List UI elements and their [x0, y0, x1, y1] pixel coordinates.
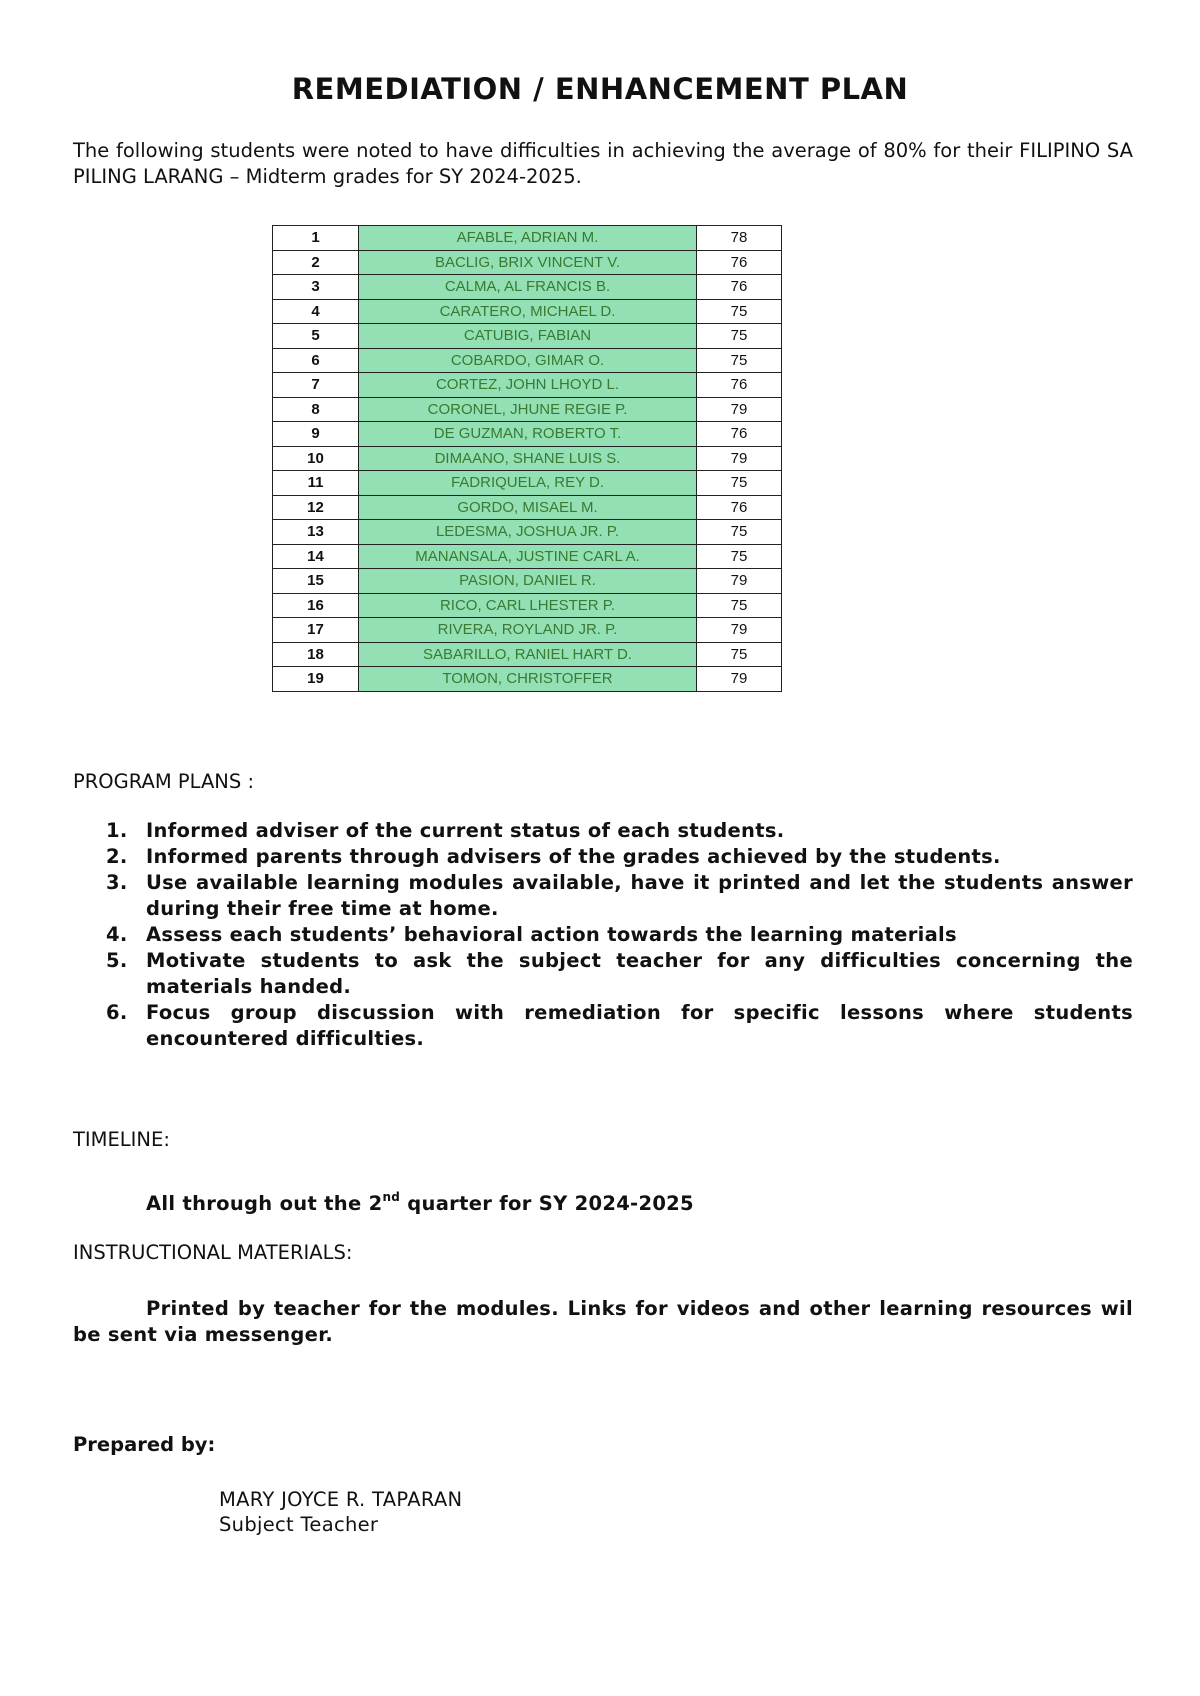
instructional-materials-text: Printed by teacher for the modules. Links for videos and other learning resources wil be sent via messenger. — [73, 1297, 1133, 1346]
student-number: 16 — [273, 593, 359, 618]
timeline-superscript: nd — [382, 1190, 401, 1204]
table-row — [273, 275, 782, 300]
prepared-by-label: Prepared by: — [73, 1433, 216, 1456]
list-item-number: 4. — [106, 923, 128, 946]
student-name: GORDO, MISAEL M. — [359, 495, 697, 520]
student-name: CORONEL, JHUNE REGIE P. — [359, 397, 697, 422]
student-number: 12 — [273, 495, 359, 520]
student-grade: 75 — [697, 642, 782, 667]
student-grade: 75 — [697, 324, 782, 349]
table-row — [273, 422, 782, 447]
instructional-materials-heading: INSTRUCTIONAL MATERIALS: — [73, 1241, 353, 1264]
student-number: 1 — [273, 226, 359, 251]
student-name: AFABLE, ADRIAN M. — [359, 226, 697, 251]
student-grades-table — [272, 225, 782, 692]
table-row — [273, 495, 782, 520]
student-name: FADRIQUELA, REY D. — [359, 471, 697, 496]
list-item — [106, 818, 1133, 844]
page-title: REMEDIATION / ENHANCEMENT PLAN — [291, 72, 909, 106]
student-grade: 79 — [697, 667, 782, 692]
table-row — [273, 324, 782, 349]
student-grade: 76 — [697, 250, 782, 275]
student-number: 15 — [273, 569, 359, 594]
table-row — [273, 593, 782, 618]
student-number: 11 — [273, 471, 359, 496]
list-item — [106, 922, 1133, 948]
list-item-text: Motivate students to ask the subject teacher for any difficulties concerning the materials handed. — [146, 949, 1133, 998]
student-grade: 76 — [697, 422, 782, 447]
student-name: PASION, DANIEL R. — [359, 569, 697, 594]
intro-paragraph: The following students were noted to have difficulties in achieving the average of 80% for their FILIPINO SA PILING LARANG – Midterm grades for SY 2024-2025. — [73, 139, 1133, 188]
student-grade: 79 — [697, 446, 782, 471]
table-row — [273, 397, 782, 422]
program-plans-list — [106, 818, 1133, 1052]
table-row — [273, 618, 782, 643]
student-name: CATUBIG, FABIAN — [359, 324, 697, 349]
list-item-number: 2. — [106, 845, 128, 868]
student-number: 18 — [273, 642, 359, 667]
student-name: TOMON, CHRISTOFFER — [359, 667, 697, 692]
timeline-heading: TIMELINE: — [73, 1128, 170, 1151]
list-item-number: 6. — [106, 1001, 128, 1024]
student-number: 6 — [273, 348, 359, 373]
student-number: 7 — [273, 373, 359, 398]
student-number: 3 — [273, 275, 359, 300]
student-name: RIVERA, ROYLAND JR. P. — [359, 618, 697, 643]
list-item-text: Use available learning modules available, have it printed and let the students answer during their free time at home. — [146, 871, 1133, 920]
table-row — [273, 544, 782, 569]
student-number: 5 — [273, 324, 359, 349]
student-grade: 79 — [697, 397, 782, 422]
list-item-text: Focus group discussion with remediation for specific lessons where students encountered difficulties. — [146, 1001, 1133, 1050]
list-item — [106, 870, 1133, 922]
table-row — [273, 348, 782, 373]
list-item-number: 5. — [106, 949, 128, 972]
table-row — [273, 569, 782, 594]
student-name: CORTEZ, JOHN LHOYD L. — [359, 373, 697, 398]
list-item — [106, 844, 1133, 870]
table-row — [273, 667, 782, 692]
student-grade: 76 — [697, 495, 782, 520]
teacher-role: Subject Teacher — [219, 1513, 379, 1536]
student-grade: 79 — [697, 569, 782, 594]
student-grade: 76 — [697, 373, 782, 398]
student-grade: 79 — [697, 618, 782, 643]
table-row — [273, 226, 782, 251]
table-row — [273, 471, 782, 496]
table-row — [273, 250, 782, 275]
student-name: COBARDO, GIMAR O. — [359, 348, 697, 373]
student-name: SABARILLO, RANIEL HART D. — [359, 642, 697, 667]
student-number: 13 — [273, 520, 359, 545]
student-grade: 75 — [697, 471, 782, 496]
student-name: LEDESMA, JOSHUA JR. P. — [359, 520, 697, 545]
table-row — [273, 446, 782, 471]
student-name: DIMAANO, SHANE LUIS S. — [359, 446, 697, 471]
program-plans-heading: PROGRAM PLANS : — [73, 770, 255, 793]
student-grade: 75 — [697, 520, 782, 545]
student-grade: 75 — [697, 348, 782, 373]
list-item-number: 1. — [106, 819, 128, 842]
student-name: RICO, CARL LHESTER P. — [359, 593, 697, 618]
student-grade: 75 — [697, 544, 782, 569]
student-name: BACLIG, BRIX VINCENT V. — [359, 250, 697, 275]
list-item-text: Informed parents through advisers of the grades achieved by the students. — [146, 845, 1001, 868]
student-number: 14 — [273, 544, 359, 569]
timeline-text-after: quarter for SY 2024-2025 — [400, 1192, 694, 1215]
list-item — [106, 1000, 1133, 1052]
student-number: 17 — [273, 618, 359, 643]
list-item-text: Informed adviser of the current status of each students. — [146, 819, 785, 842]
list-item — [106, 948, 1133, 1000]
student-number: 2 — [273, 250, 359, 275]
list-item-text: Assess each students’ behavioral action towards the learning materials — [146, 923, 957, 946]
student-grade: 78 — [697, 226, 782, 251]
student-name: CARATERO, MICHAEL D. — [359, 299, 697, 324]
list-item-number: 3. — [106, 871, 128, 894]
table-row — [273, 642, 782, 667]
timeline-text-before: All through out the 2 — [146, 1192, 383, 1215]
student-number: 19 — [273, 667, 359, 692]
student-grade: 76 — [697, 275, 782, 300]
table-row — [273, 520, 782, 545]
student-name: DE GUZMAN, ROBERTO T. — [359, 422, 697, 447]
table-row — [273, 299, 782, 324]
student-grades-body — [273, 226, 782, 692]
student-number: 10 — [273, 446, 359, 471]
student-name: CALMA, AL FRANCIS B. — [359, 275, 697, 300]
teacher-name: MARY JOYCE R. TAPARAN — [219, 1488, 463, 1511]
timeline-text — [146, 1190, 694, 1215]
student-name: MANANSALA, JUSTINE CARL A. — [359, 544, 697, 569]
student-number: 4 — [273, 299, 359, 324]
student-grade: 75 — [697, 299, 782, 324]
student-number: 9 — [273, 422, 359, 447]
table-row — [273, 373, 782, 398]
student-grade: 75 — [697, 593, 782, 618]
student-number: 8 — [273, 397, 359, 422]
